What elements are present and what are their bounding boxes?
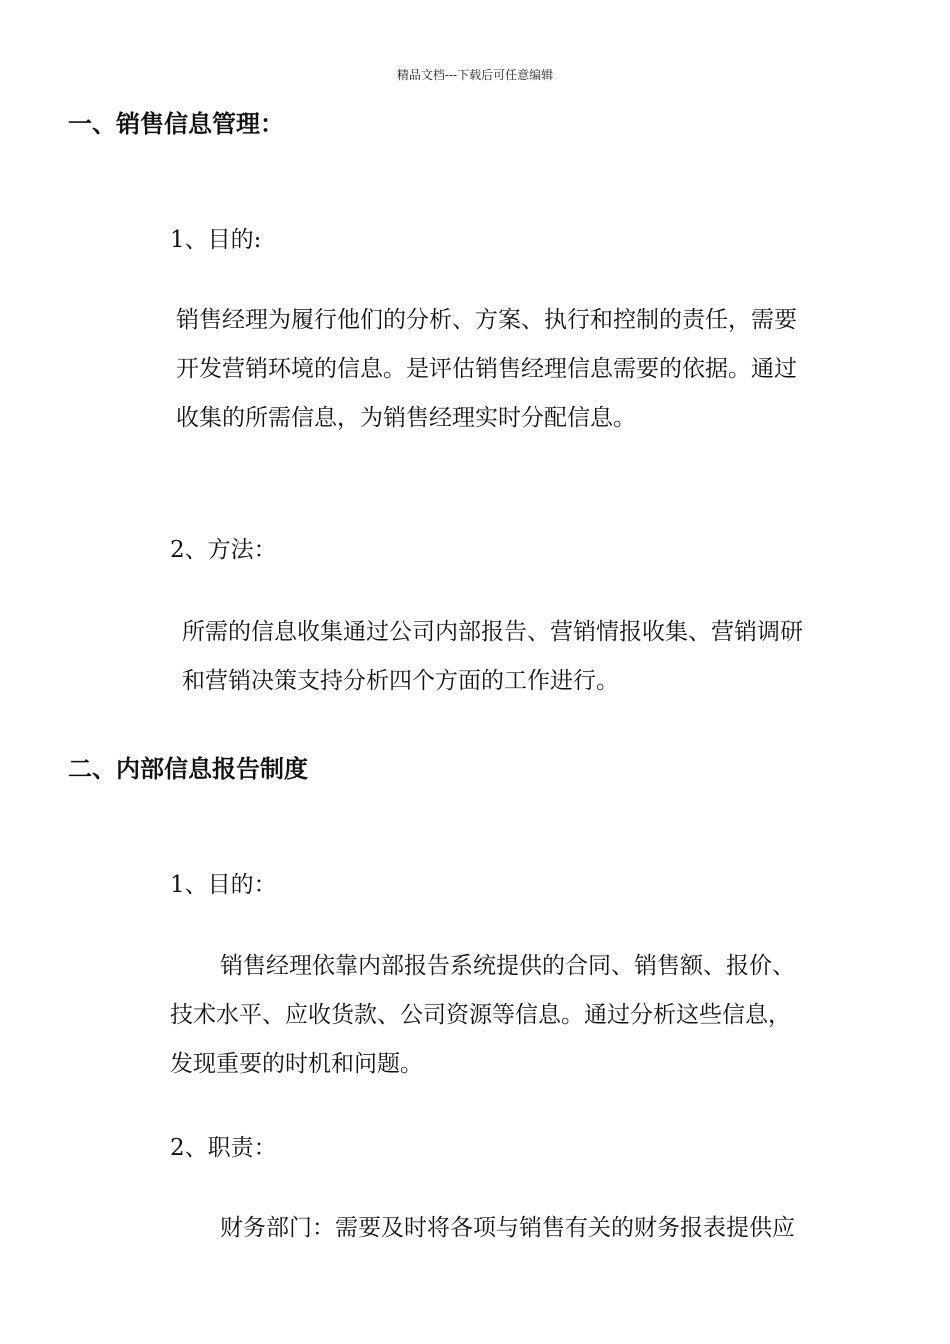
section-2-sub-2-title: 2、职责： bbox=[170, 1135, 277, 1161]
paragraph-line: 和营销决策支持分析四个方面的工作进行。 bbox=[182, 668, 619, 694]
paragraph-line: 财务部门：需要及时将各项与销售有关的财务报表提供应 bbox=[220, 1215, 795, 1241]
paragraph-line: 收集的所需信息，为销售经理实时分配信息。 bbox=[176, 405, 636, 431]
section-2-sub-1-paragraph bbox=[170, 942, 795, 1089]
section-2-sub-2-paragraph bbox=[170, 1204, 795, 1253]
paragraph-line: 技术水平、应收货款、公司资源等信息。通过分析这些信息， bbox=[170, 1002, 791, 1028]
section-1-sub-2-paragraph bbox=[182, 608, 803, 706]
paragraph-line: 开发营销环境的信息。是评估销售经理信息需要的依据。通过 bbox=[176, 356, 797, 382]
section-1-sub-1-title: 1、目的: bbox=[170, 227, 262, 253]
section-2-sub-1-title: 1、目的： bbox=[170, 872, 277, 898]
paragraph-line: 所需的信息收集通过公司内部报告、营销情报收集、营销调研 bbox=[182, 619, 803, 645]
paragraph-line: 销售经理为履行他们的分析、方案、执行和控制的责任，需要 bbox=[176, 307, 797, 333]
paragraph-line: 发现重要的时机和问题。 bbox=[170, 1051, 423, 1077]
section-1-sub-1-paragraph bbox=[176, 296, 797, 443]
section-1-title: 一、销售信息管理： bbox=[68, 110, 284, 138]
page-header: 精品文档---下载后可任意编辑 bbox=[396, 68, 554, 82]
section-1-sub-2-title: 2、方法： bbox=[170, 537, 277, 563]
section-2-title: 二、内部信息报告制度 bbox=[68, 755, 308, 783]
paragraph-line: 销售经理依靠内部报告系统提供的合同、销售额、报价、 bbox=[220, 953, 795, 979]
